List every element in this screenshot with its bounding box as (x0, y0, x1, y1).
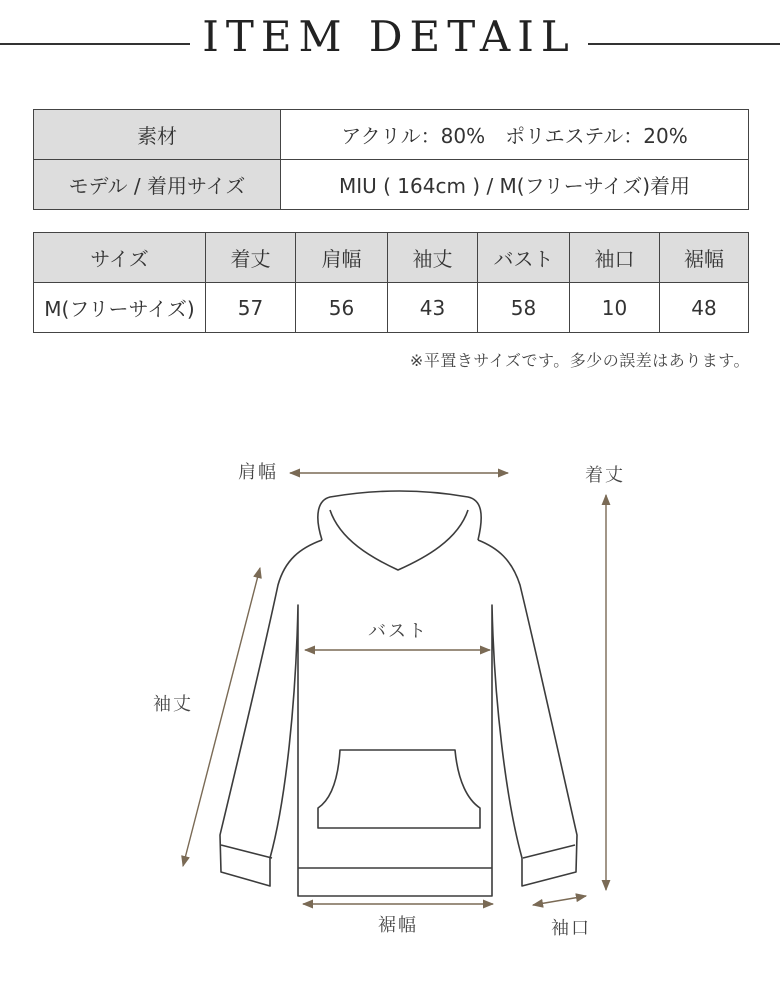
spec-row-model (34, 160, 749, 210)
spec-row-material (34, 110, 749, 160)
size-header: サイズ (34, 233, 206, 283)
sleeve-label: 袖丈 (153, 694, 193, 715)
hoodie-outline (220, 491, 577, 896)
size-cell: 58 (478, 283, 570, 333)
spec-label: モデル / 着用サイズ (34, 160, 281, 210)
spec-label: 素材 (34, 110, 281, 160)
size-header: 肩幅 (296, 233, 388, 283)
measurement-arrows (183, 473, 606, 905)
title-rule-left (0, 43, 190, 45)
size-header: バスト (478, 233, 570, 283)
hoodie-measurement-diagram (0, 380, 780, 1000)
shoulder-label: 肩幅 (238, 462, 278, 483)
size-header: 着丈 (206, 233, 296, 283)
size-header: 袖口 (570, 233, 660, 283)
size-cell: 48 (660, 283, 749, 333)
size-table (33, 232, 749, 333)
cuff-arrow (533, 896, 586, 905)
bust-label: バスト (368, 621, 428, 642)
hem-label: 裾幅 (378, 915, 418, 936)
size-note: ※平置きサイズです。多少の誤差はあります。 (409, 351, 750, 370)
page-title: ITEM DETAIL (202, 12, 576, 61)
hoodie-hood (318, 491, 481, 570)
size-cell: 56 (296, 283, 388, 333)
size-cell: 10 (570, 283, 660, 333)
hoodie-pocket (318, 750, 480, 828)
spec-value: MIU ( 164cm ) / M(フリーサイズ)着用 (281, 160, 749, 210)
length-label: 着丈 (585, 465, 625, 486)
table-row (34, 283, 749, 333)
size-cell: 57 (206, 283, 296, 333)
title-row (0, 0, 780, 90)
size-cell: M(フリーサイズ) (34, 283, 206, 333)
hoodie-body (220, 540, 577, 896)
size-header: 袖丈 (388, 233, 478, 283)
spec-table (33, 109, 749, 210)
size-header-row (34, 233, 749, 283)
cuff-label: 袖口 (551, 918, 591, 939)
size-cell: 43 (388, 283, 478, 333)
title-rule-right (588, 43, 780, 45)
size-header: 裾幅 (660, 233, 749, 283)
spec-value: アクリル：80% ポリエステル：20% (281, 110, 749, 160)
